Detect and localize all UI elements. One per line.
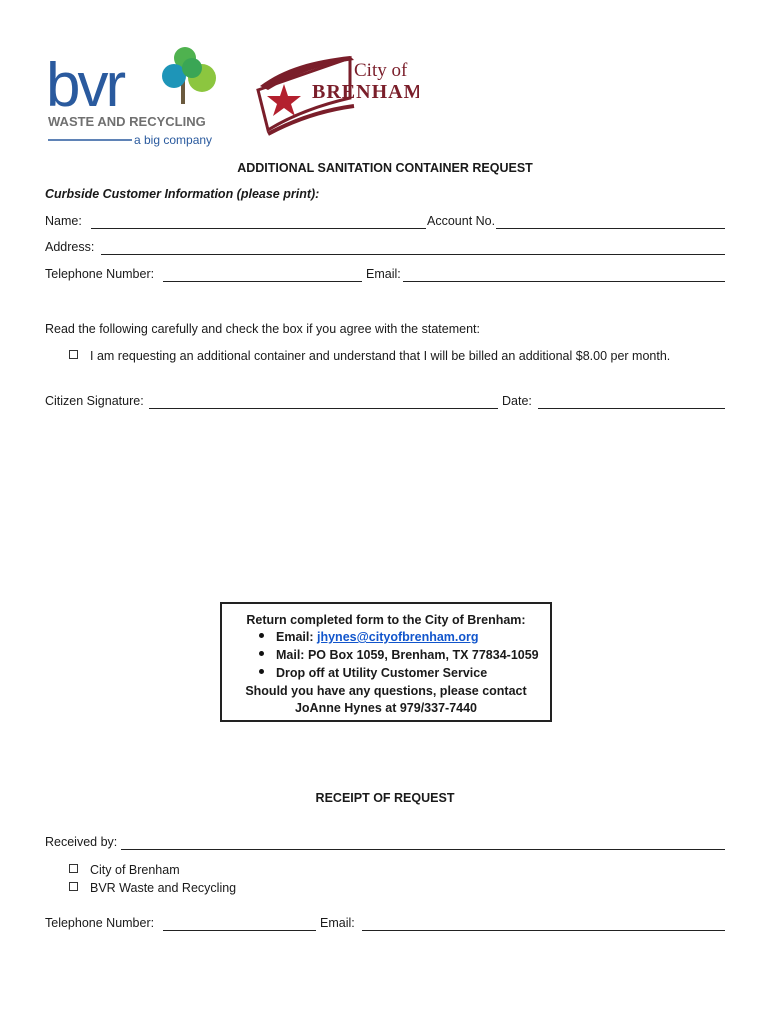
return-mail-text: Mail: PO Box 1059, Brenham, TX 77834-1059 — [276, 648, 539, 662]
return-email-prefix: Email: — [276, 630, 317, 644]
account-field[interactable] — [496, 228, 725, 229]
city-logo-line2: BRENHAM — [312, 81, 419, 103]
bvr-logo-line1: WASTE AND RECYCLING — [48, 114, 206, 129]
bvr-logo-mark: bvr — [46, 51, 124, 120]
form-title: ADDITIONAL SANITATION CONTAINER REQUEST — [237, 161, 533, 175]
return-email-item — [259, 631, 479, 644]
city-logo-line1: City of — [354, 60, 408, 81]
agreement-checkbox[interactable] — [69, 350, 78, 359]
bullet-icon — [259, 651, 264, 656]
bullet-icon — [259, 633, 264, 638]
account-label: Account No. — [427, 214, 496, 228]
date-label: Date: — [502, 394, 532, 408]
email-label: Email: — [366, 267, 401, 281]
city-logo-graphic — [254, 50, 419, 140]
telephone-label: Telephone Number: — [45, 267, 155, 281]
bullet-icon — [259, 669, 264, 674]
city-of-brenham-checkbox[interactable] — [69, 864, 78, 873]
email-field[interactable] — [403, 281, 725, 282]
return-email-link[interactable]: jhynes@cityofbrenham.org — [317, 630, 479, 644]
address-field[interactable] — [101, 254, 725, 255]
return-mail-item — [259, 649, 539, 662]
address-label: Address: — [45, 240, 95, 254]
signature-field[interactable] — [149, 408, 498, 409]
bvr-logo-graphic — [44, 44, 224, 148]
bvr-option: BVR Waste and Recycling — [90, 881, 237, 895]
agreement-text: I am requesting an additional container and understand that I will be billed an additional $8.00 per month. — [90, 349, 671, 363]
name-field[interactable] — [91, 228, 426, 229]
return-dropoff-text: Drop off at Utility Customer Service — [276, 666, 488, 680]
city-of-brenham-option: City of Brenham — [90, 863, 180, 877]
return-questions-line1: Should you have any questions, please contact — [245, 684, 527, 698]
date-field[interactable] — [538, 408, 725, 409]
return-instructions-box — [220, 602, 552, 722]
received-by-label: Received by: — [45, 835, 118, 849]
return-questions-line2: JoAnne Hynes at 979/337-7440 — [294, 701, 478, 715]
return-heading: Return completed form to the City of Brenham: — [246, 613, 526, 627]
bvr-checkbox[interactable] — [69, 882, 78, 891]
name-label: Name: — [45, 214, 82, 228]
signature-label: Citizen Signature: — [45, 394, 144, 408]
receipt-telephone-field[interactable] — [163, 930, 316, 931]
return-dropoff-item — [259, 667, 487, 680]
receipt-title: RECEIPT OF REQUEST — [315, 791, 455, 805]
star-icon — [267, 84, 301, 116]
section-heading: Curbside Customer Information (please print): — [45, 187, 320, 201]
bvr-logo — [44, 44, 224, 148]
receipt-telephone-label: Telephone Number: — [45, 916, 155, 930]
receipt-email-label: Email: — [320, 916, 355, 930]
received-by-field[interactable] — [121, 849, 725, 850]
receipt-email-field[interactable] — [362, 930, 725, 931]
telephone-field[interactable] — [163, 281, 362, 282]
city-of-brenham-logo — [254, 50, 419, 140]
instructions-text: Read the following carefully and check the box if you agree with the statement: — [45, 322, 480, 336]
bvr-logo-line2: a big company — [134, 133, 213, 147]
